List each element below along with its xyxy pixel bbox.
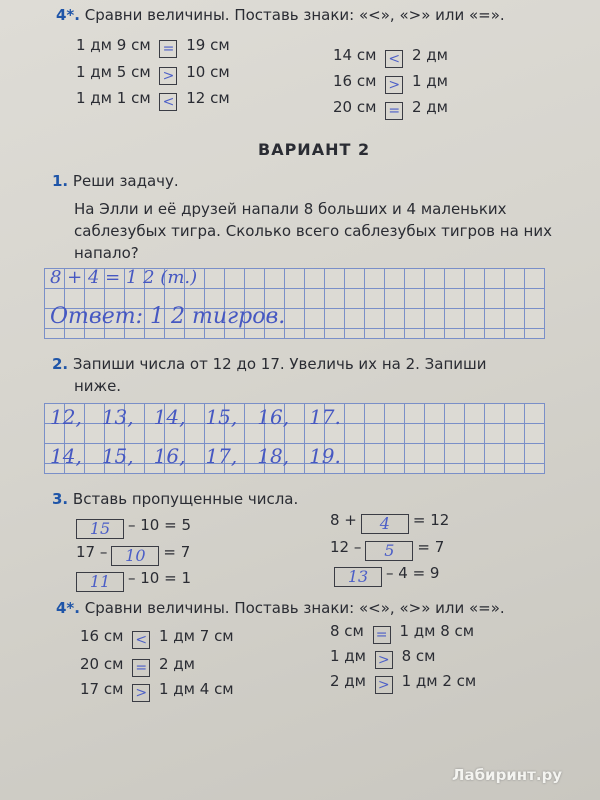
handwritten-row xyxy=(50,405,341,429)
hw-number: 17, xyxy=(205,444,238,468)
compare-left: 8 см xyxy=(330,622,364,640)
compare-right: 1 дм 7 см xyxy=(158,627,234,645)
eq-post: = 7 xyxy=(417,538,445,556)
eq-pre: 17 – xyxy=(76,543,108,561)
sign-box: > xyxy=(132,684,150,702)
task4-number: 4*. xyxy=(56,599,80,617)
equation-row xyxy=(330,538,444,561)
compare-row xyxy=(76,63,230,85)
compare-right: 1 дм xyxy=(411,72,448,90)
compare-left: 14 см xyxy=(333,46,377,64)
compare-right: 8 см xyxy=(401,647,436,665)
answer-box: 10 xyxy=(111,546,159,566)
hw-number: 19. xyxy=(309,444,341,468)
compare-left: 1 дм xyxy=(330,647,366,665)
compare-right: 1 дм 8 см xyxy=(399,622,475,640)
sign-box: = xyxy=(385,102,403,120)
compare-row xyxy=(80,655,195,677)
sign-box: < xyxy=(385,50,403,68)
compare-row xyxy=(333,46,448,68)
task2-text-line: Запиши числа от 12 до 17. Увеличь их на 2. Запиши xyxy=(72,355,487,373)
task1-text-line: напало? xyxy=(74,244,139,262)
hw-number: 17. xyxy=(309,405,341,429)
handwritten-row xyxy=(50,444,341,468)
sign-box: = xyxy=(159,40,177,58)
task3-title: Вставь пропущенные числа. xyxy=(72,490,299,508)
sign-box: > xyxy=(375,651,393,669)
eq-post: – 10 = 5 xyxy=(128,516,192,534)
compare-row xyxy=(330,622,474,644)
compare-row xyxy=(333,98,448,120)
hw-number: 14, xyxy=(50,444,82,468)
compare-left: 1 дм 9 см xyxy=(76,36,151,54)
compare-row xyxy=(80,627,234,649)
eq-post: = 12 xyxy=(412,511,450,529)
watermark-logo: Лабиринт.ру xyxy=(452,766,563,784)
eq-post: – 10 = 1 xyxy=(128,569,192,587)
sign-box: = xyxy=(132,659,150,677)
equation-row xyxy=(72,516,191,539)
hw-number: 14, xyxy=(153,405,186,429)
equation-row xyxy=(72,569,191,592)
compare-right: 2 дм xyxy=(411,98,448,116)
compare-left: 20 см xyxy=(80,655,124,673)
task3-number: 3. xyxy=(52,490,69,508)
compare-row xyxy=(330,672,476,694)
equation-row xyxy=(330,564,439,587)
compare-row xyxy=(333,72,448,94)
task2-text-line: ниже. xyxy=(74,377,122,395)
hw-number: 16, xyxy=(257,405,290,429)
task4-text: Сравни величины. Поставь знаки: «<», «>» или «=». xyxy=(84,599,505,617)
sign-box: > xyxy=(375,676,393,694)
compare-row xyxy=(76,36,230,58)
sign-box: > xyxy=(385,76,403,94)
compare-left: 17 см xyxy=(80,680,124,698)
answer-box: 13 xyxy=(334,567,382,587)
compare-row xyxy=(80,680,234,702)
compare-left: 1 дм 1 см xyxy=(76,89,151,107)
answer-box: 5 xyxy=(365,541,413,561)
answer-box: 15 xyxy=(76,519,124,539)
compare-left: 2 дм xyxy=(330,672,366,690)
top-task-text: Сравни величины. Поставь знаки: «<», «>» или «=». xyxy=(84,6,505,24)
hw-number: 13, xyxy=(101,405,134,429)
task1-number: 1. xyxy=(52,172,69,190)
equation-row xyxy=(76,543,190,566)
task1-text-line: саблезубых тигра. Сколько всего саблезубых тигров на них xyxy=(74,222,552,240)
answer-box: 4 xyxy=(361,514,409,534)
compare-row xyxy=(330,647,435,669)
task1-title: Реши задачу. xyxy=(72,172,179,190)
compare-right: 1 дм 4 см xyxy=(158,680,234,698)
task2-number: 2. xyxy=(52,355,69,373)
top-task-number: 4*. xyxy=(56,6,80,24)
eq-pre: 12 – xyxy=(330,538,362,556)
compare-left: 16 см xyxy=(333,72,377,90)
hw-number: 15, xyxy=(101,444,134,468)
task1-heading xyxy=(52,172,179,190)
compare-right: 1 дм 2 см xyxy=(401,672,477,690)
compare-row xyxy=(76,89,230,111)
sign-box: = xyxy=(373,626,391,644)
task4-heading xyxy=(56,599,505,617)
hw-number: 16, xyxy=(153,444,186,468)
eq-post: = 7 xyxy=(163,543,191,561)
variant-title: ВАРИАНТ 2 xyxy=(258,140,371,159)
answer-box: 11 xyxy=(76,572,124,592)
top-task-heading xyxy=(56,6,505,24)
compare-left: 20 см xyxy=(333,98,377,116)
eq-pre: 8 + xyxy=(330,511,357,529)
compare-right: 12 см xyxy=(186,89,230,107)
task2-heading xyxy=(52,355,487,373)
compare-left: 16 см xyxy=(80,627,124,645)
hw-number: 15, xyxy=(205,405,238,429)
compare-left: 1 дм 5 см xyxy=(76,63,151,81)
compare-right: 19 см xyxy=(186,36,230,54)
sign-box: < xyxy=(132,631,150,649)
hw-number: 18, xyxy=(257,444,290,468)
eq-post: – 4 = 9 xyxy=(386,564,440,582)
sign-box: > xyxy=(159,67,177,85)
sign-box: < xyxy=(159,93,177,111)
hw-number: 12, xyxy=(50,405,82,429)
task3-heading xyxy=(52,490,298,508)
handwritten-answer: Ответ: 1 2 тигров. xyxy=(50,304,286,329)
compare-right: 2 дм xyxy=(411,46,448,64)
compare-right: 2 дм xyxy=(158,655,195,673)
task1-text-line: На Элли и её друзей напали 8 больших и 4 маленьких xyxy=(74,200,507,218)
handwritten-solution: 8 + 4 = 1 2 (т.) xyxy=(50,267,198,288)
equation-row xyxy=(330,511,449,534)
compare-right: 10 см xyxy=(186,63,230,81)
